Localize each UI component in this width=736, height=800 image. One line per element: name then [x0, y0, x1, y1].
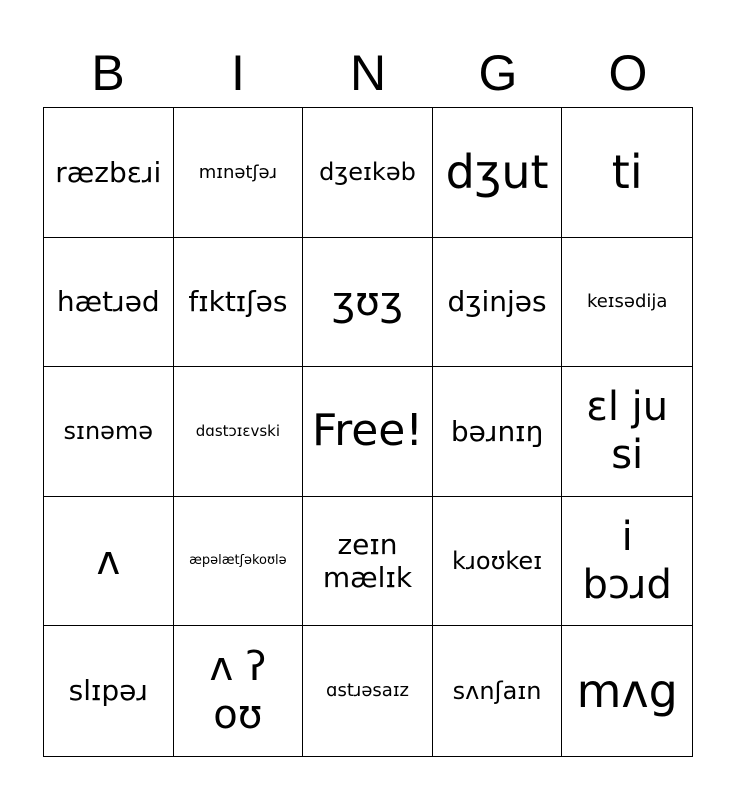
bingo-cell[interactable] [303, 367, 433, 497]
cell-text: i bɔɹd [582, 514, 672, 609]
cell-text: ræzbɛɹi [55, 155, 162, 189]
cell-text: ʌ ʔ oʊ [209, 644, 267, 739]
bingo-cell[interactable] [174, 367, 304, 497]
cell-text: ɛl ju si [586, 384, 669, 479]
cell-text: slɪpəɹ [68, 674, 148, 708]
bingo-cell[interactable] [174, 108, 304, 238]
cell-text: ti [611, 144, 643, 199]
bingo-cell[interactable] [303, 497, 433, 627]
bingo-cell[interactable] [44, 108, 174, 238]
cell-text: keɪsədija [586, 291, 668, 313]
cell-text: zeɪn mælɪk [322, 527, 413, 595]
bingo-cell[interactable] [303, 238, 433, 368]
cell-text: dʒinjəs [447, 285, 547, 319]
cell-text: mɪnətʃəɹ [198, 161, 278, 183]
cell-text: bəɹnɪŋ [450, 414, 544, 448]
bingo-cell[interactable] [562, 626, 692, 756]
cell-text: dʒut [445, 144, 549, 199]
bingo-cell[interactable] [44, 626, 174, 756]
bingo-cell[interactable] [562, 108, 692, 238]
header-letter-o: O [608, 45, 648, 101]
bingo-cell[interactable] [44, 497, 174, 627]
bingo-cell[interactable] [433, 108, 563, 238]
header-letter-n: N [349, 45, 387, 101]
cell-text: kɹoʊkeɪ [452, 546, 543, 575]
bingo-cell[interactable] [433, 626, 563, 756]
bingo-cell[interactable] [174, 238, 304, 368]
cell-text: fɪktɪʃəs [188, 285, 288, 319]
bingo-cell[interactable] [562, 367, 692, 497]
cell-text: mʌg [576, 663, 678, 718]
bingo-cell[interactable] [303, 626, 433, 756]
bingo-cell[interactable] [303, 108, 433, 238]
cell-text: dʒeɪkəb [319, 157, 416, 186]
bingo-cell[interactable] [174, 497, 304, 627]
cell-text: æpəlætʃəkoʊlə [189, 553, 287, 569]
header-letter-b: B [91, 45, 125, 101]
cell-text: ɑstɹəsaɪz [326, 680, 409, 702]
header-letter-i: I [231, 45, 245, 101]
bingo-cell[interactable] [433, 367, 563, 497]
free-space: Free! [311, 405, 423, 457]
bingo-cell[interactable] [44, 238, 174, 368]
bingo-cell[interactable] [44, 367, 174, 497]
cell-text: dɑstɔɪɛvski [195, 422, 280, 441]
bingo-board [43, 107, 693, 757]
bingo-cell[interactable] [433, 497, 563, 627]
cell-text: hætɹəd [56, 285, 160, 319]
bingo-header [43, 40, 693, 106]
cell-text: ʒʊʒ [332, 278, 403, 325]
cell-text: sɪnəmə [63, 417, 154, 446]
bingo-cell[interactable] [562, 238, 692, 368]
cell-text: ʌ [96, 538, 121, 585]
bingo-cell[interactable] [562, 497, 692, 627]
bingo-cell[interactable] [174, 626, 304, 756]
cell-text: sʌnʃaɪn [452, 676, 542, 705]
bingo-cell[interactable] [433, 238, 563, 368]
header-letter-g: G [478, 45, 518, 101]
